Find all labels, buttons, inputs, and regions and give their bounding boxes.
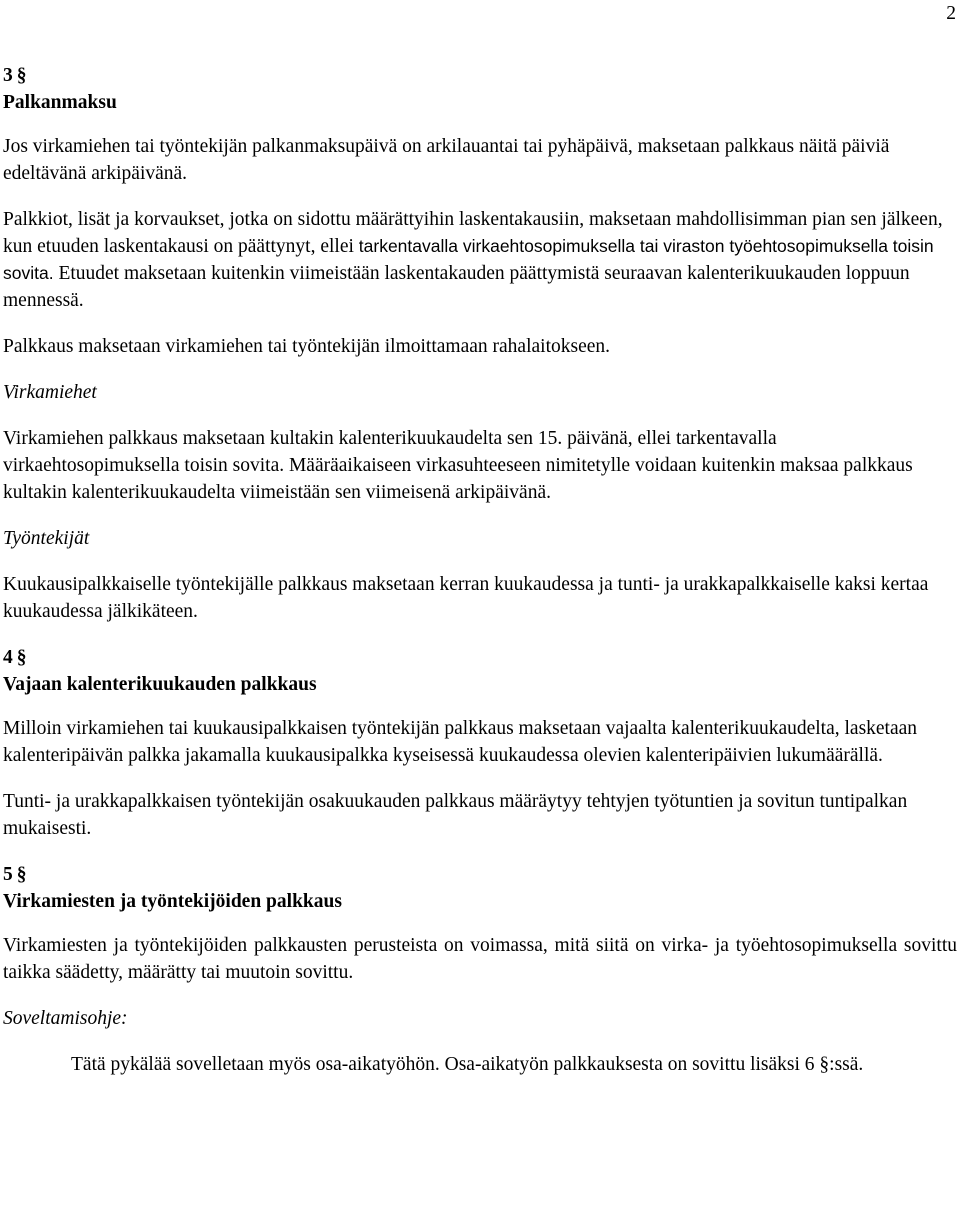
section-number: 4 § (3, 647, 27, 668)
document-body (3, 62, 957, 1078)
subheading-virkamiehet: Virkamiehet (3, 382, 97, 403)
section-5 (3, 861, 957, 1078)
paragraph: Palkkiot, lisät ja korvaukset, jotka on sidottu määrättyihin laskentakausiin, maksetaan mahdollisimman pian sen jälkeen, kun etuuden laskentakausi on päättynyt, ellei tarkentavalla virkaehtosopimuksella tai viraston työehtosopimuksella toisin sovita. Etuudet maksetaan kuitenkin viimeistään laskentakauden päättymistä seuraavan kalenterikuukauden loppuun mennessä. (3, 209, 943, 311)
paragraph-sign: § (16, 65, 27, 86)
sans-text: tarkentavalla virkaehtosopimuksella tai viraston työehtosopimuksella toisin sovita. (3, 236, 934, 283)
paragraph: Kuukausipalkkaiselle työntekijälle palkkaus maksetaan kerran kuukaudessa ja tunti- ja urakkapalkkaiselle kaksi kertaa kuukaudessa jälkikäteen. (3, 574, 929, 622)
paragraph: Virkamiehen palkkaus maksetaan kultakin kalenterikuukaudelta sen 15. päivänä, ellei tarkentavalla virkaehtosopimuksella toisin sovita. Määräaikaiseen virkasuhteeseen nimitetylle voidaan kuitenkin maksaa palkkaus kultakin kalenterikuukaudelta viimeistään sen viimeisenä arkipäivänä. (3, 428, 913, 503)
paragraph: Jos virkamiehen tai työntekijän palkanmaksupäivä on arkilauantai tai pyhäpäivä, maksetaan palkkaus näitä päiviä edeltävänä arkipäivänä. (3, 136, 890, 184)
section-title: Virkamiesten ja työntekijöiden palkkaus (3, 891, 342, 912)
application-note: Tätä pykälää sovelletaan myös osa-aikatyöhön. Osa-aikatyön palkkauksesta on sovittu lisäksi 6 §:ssä. (71, 1054, 864, 1075)
paragraph: Virkamiesten ja työntekijöiden palkkausten perusteista on voimassa, mitä siitä on virka- ja työehtosopimuksella sovittu taikka säädetty, määrätty tai muutoin sovittu. (3, 935, 957, 983)
paragraph-sign: § (16, 864, 27, 885)
paragraph: Milloin virkamiehen tai kuukausipalkkaisen työntekijän palkkaus maksetaan vajaalta kalenterikuukaudelta, lasketaan kalenteripäivän palkka jakamalla kuukausipalkka kyseisessä kuukaudessa olevien kalenteripäivien lukumäärällä. (3, 718, 918, 766)
section-4 (3, 644, 957, 842)
subheading-soveltamisohje: Soveltamisohje: (3, 1008, 128, 1029)
section-3 (3, 62, 957, 625)
paragraph: Tunti- ja urakkapalkkaisen työntekijän osakuukauden palkkaus määräytyy tehtyjen työtuntien ja sovitun tuntipalkan mukaisesti. (3, 791, 908, 839)
paragraph: Palkkaus maksetaan virkamiehen tai työntekijän ilmoittamaan rahalaitokseen. (3, 336, 611, 357)
section-number: 3 § (3, 65, 27, 86)
section-number: 5 § (3, 864, 27, 885)
page-number: 2 (946, 3, 956, 24)
subheading-tyontekijat: Työntekijät (3, 528, 90, 549)
section-title: Palkanmaksu (3, 92, 117, 113)
paragraph-sign: § (16, 647, 27, 668)
section-title: Vajaan kalenterikuukauden palkkaus (3, 674, 317, 695)
